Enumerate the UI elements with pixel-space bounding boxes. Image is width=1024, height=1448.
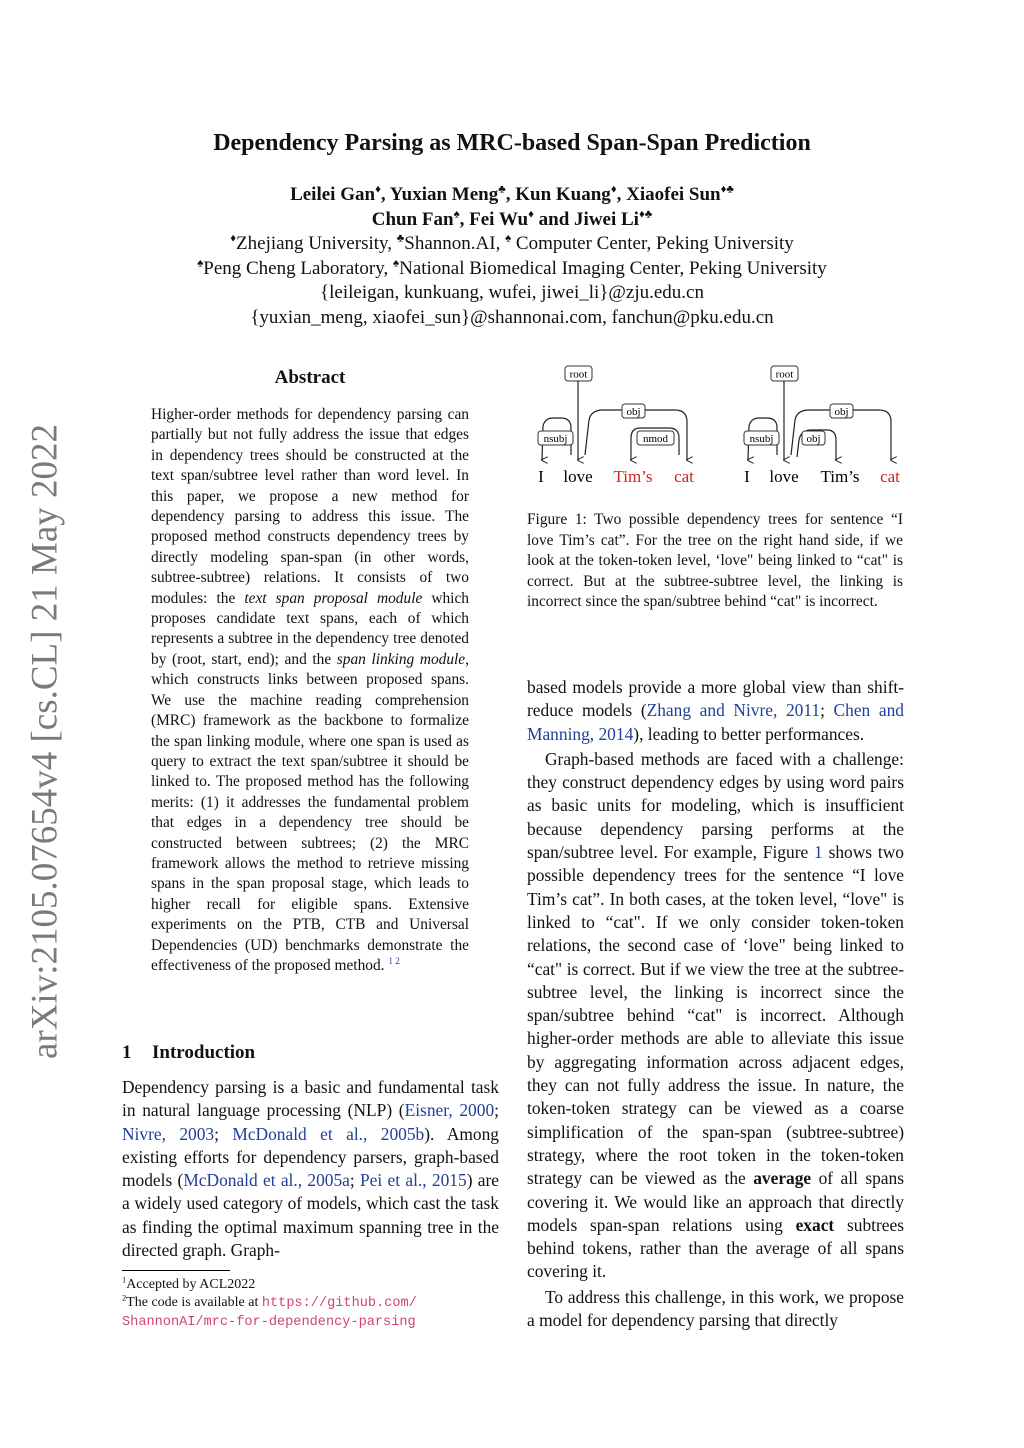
tree-token-highlight: cat	[880, 467, 900, 486]
author-list	[0, 182, 1024, 232]
affil-mark: ♦	[230, 232, 237, 245]
author-mark: ♠	[453, 208, 460, 221]
section-heading	[122, 1042, 255, 1064]
tree-token: I	[744, 467, 750, 486]
figure-caption: Figure 1: Two possible dependency trees for sentence “I love Tim’s cat”. For the tree on the right hand side, if we look at the token-token level, ‘love" being linked to “cat" is correct. But at the subtree-subtree level, the linking is incorrect since the span/subtree behind “cat" is incorrect.	[527, 511, 903, 611]
tree-label: nsubj	[543, 433, 568, 445]
email-line-2: {yuxian_meng, xiaofei_sun}@shannonai.com, fanchun@pku.edu.cn	[250, 306, 774, 328]
tree-label: obj	[834, 406, 849, 418]
body-text: Dependency parsing is a basic and fundamental task in natural language processing (NLP) (	[122, 1077, 499, 1121]
footnote-ref[interactable]: 1 2	[388, 955, 400, 966]
author-name: Kun Kuang	[515, 184, 611, 205]
code-url-link[interactable]: ShannonAI/mrc-for-dependency-parsing	[122, 1315, 416, 1330]
author-name: Yuxian Meng	[389, 184, 499, 205]
abstract-heading: Abstract	[274, 367, 346, 388]
author-conjunction: and	[538, 209, 570, 230]
tree-label: nmod	[642, 433, 669, 445]
footnote-number: 2	[122, 1293, 127, 1303]
affiliations	[0, 232, 1024, 330]
abstract-body	[151, 405, 469, 976]
affil-mark: ♠	[197, 257, 204, 270]
body-text: ). Among existing efforts for dependency parsers, graph-based models (	[122, 1123, 499, 1191]
left-tree	[538, 366, 694, 486]
author-name: Jiwei Li	[574, 209, 639, 230]
arxiv-watermark: arXiv:2105.07654v4 [cs.CL] 21 May 2022	[24, 423, 66, 1060]
abstract-text: Higher-order methods for dependency parsing can partially but not fully address the issue that edges in dependency trees should be constructed at the text span/subtree level rather than word level. In this paper, we propose a new method for dependency parsing to address this issue. The proposed method constructs dependency trees by directly modeling span-span (in other words, subtree-subtree) relations. It consists of two modules: the	[151, 406, 469, 607]
affiliation-line-2	[0, 257, 1024, 282]
body-text: subtrees behind tokens, rather than the average of all spans covering it.	[527, 1214, 904, 1282]
tree-label: root	[569, 368, 588, 381]
paragraph: To address this challenge, in this work, we propose a model for dependency parsing that directly	[527, 1286, 904, 1331]
tree-token: Tim’s	[820, 467, 860, 486]
citation-link[interactable]: Chen and Manning, 2014	[527, 700, 904, 744]
tree-token: love	[563, 467, 593, 486]
author-name: Xiaofei Sun	[626, 184, 721, 205]
body-text: Graph-based methods are faced with a challenge: they construct dependency edges by using word pairs as basic units for modeling, which is insufficient because dependency parsing performs at the span/subtree level. For example, Figure	[527, 748, 904, 863]
bold-term: exact	[795, 1214, 835, 1235]
bold-term: average	[753, 1168, 812, 1189]
tree-label: obj	[626, 406, 641, 418]
affil-mark: ♣	[396, 232, 405, 245]
figure-ref-link[interactable]: 1	[814, 842, 823, 863]
right-column-body	[527, 676, 904, 1332]
author-mark: ♦♣	[638, 208, 653, 221]
section-number: 1	[122, 1042, 132, 1063]
citation-link[interactable]: Nivre, 2003	[122, 1123, 215, 1144]
abstract-text: which proposes candidate text spans, each of which represents a subtree in the dependency tree denoted by (root, start, end); and the	[151, 589, 469, 668]
affil-text: Shannon.AI,	[404, 233, 506, 254]
author-mark: ♦	[610, 183, 617, 196]
affil-text: Peng Cheng Laboratory,	[203, 257, 394, 279]
citation-link[interactable]: Zhang and Nivre, 2011	[646, 700, 821, 721]
affil-mark: ♠	[393, 257, 400, 270]
footnote-number: 1	[122, 1275, 127, 1285]
footnote-1	[122, 1276, 499, 1294]
affil-text: Computer Center, Peking University	[511, 233, 794, 254]
intro-paragraph	[122, 1076, 499, 1262]
body-text: ), leading to better performances.	[633, 723, 865, 744]
tree-label: root	[775, 368, 794, 381]
abstract-emphasis: span linking module	[336, 650, 466, 668]
footnote-divider	[122, 1270, 230, 1271]
affiliation-line-1	[0, 232, 1024, 257]
body-text: ) are a widely used category of models, which cast the task as finding the optimal maximum spanning tree in the directed graph. Graph-	[122, 1170, 500, 1261]
tree-token-highlight: Tim’s	[613, 467, 653, 486]
author-mark: ♣	[498, 183, 506, 196]
figure-dependency-trees	[527, 360, 907, 490]
affil-mark: ♠	[505, 232, 512, 245]
affil-text: Zhejiang University,	[236, 233, 397, 254]
citation-link[interactable]: McDonald et al., 2005a	[183, 1170, 350, 1191]
right-tree	[744, 366, 900, 486]
footnote-text: The code is available at	[126, 1295, 262, 1310]
footnote-text: Accepted by ACL2022	[126, 1277, 256, 1292]
citation-link[interactable]: McDonald et al., 2005b	[232, 1123, 425, 1144]
citation-link[interactable]: Pei et al., 2015	[360, 1170, 467, 1191]
code-url-link[interactable]: https://github.com/	[261, 1296, 417, 1311]
author-mark: ♦	[528, 208, 534, 221]
footnote-2	[122, 1294, 499, 1332]
email-line-1: {leileigan, kunkuang, wufei, jiwei_li}@zju.edu.cn	[320, 282, 704, 303]
body-text: based models provide a more global view than shift-reduce models (	[527, 677, 904, 721]
tree-token: I	[538, 467, 544, 486]
author-line-1: Leilei Gan♦, Yuxian Meng♣, Kun Kuang♦, Xiaofei Sun♦♣	[290, 183, 734, 205]
paragraph	[527, 748, 904, 1284]
author-line-2: Chun Fan♠, Fei Wu♦ and Jiwei Li♦♣	[371, 208, 653, 230]
abstract-text: , which constructs links between proposed spans. We use the machine reading comprehension (MRC) framework as the backbone to formalize the span linking module, where one span is used as query to extract the text span/subtree it should be linked to. The proposed method has the following merits: (1) it addresses the fundamental problem that edges in a dependency tree should be constructed between subtrees; (2) the MRC framework allows the method to retrieve missing spans in the span proposal stage, which leads to higher recall for eligible spans. Extensive experiments on the PTB, CTB and Universal Dependencies (UD) benchmarks demonstrate the effectiveness of the proposed method.	[151, 650, 469, 974]
section-title: Introduction	[152, 1042, 256, 1063]
body-text: ;	[349, 1170, 361, 1191]
author-name: Fei Wu	[469, 209, 529, 230]
abstract-emphasis: text span proposal module	[244, 589, 423, 607]
tree-token: love	[769, 467, 799, 486]
affil-text: National Biomedical Imaging Center, Peking University	[399, 257, 827, 279]
paper-title: Dependency Parsing as MRC-based Span-Span Prediction	[213, 130, 811, 156]
author-mark: ♦	[375, 183, 381, 196]
paragraph	[527, 676, 904, 746]
tree-label: obj	[806, 433, 821, 445]
body-text: of all spans covering it. We would like an approach that directly models span-span relations using	[527, 1168, 904, 1235]
tree-label: nsubj	[749, 433, 774, 445]
body-text: shows two possible dependency trees for the sentence “I love Tim’s cat”. In both cases, at the token level, “love" is linked to “cat". If we only consider token-token relations, the second case of ‘love" being linked to “cat" is correct. But if we view the tree at the subtree-subtree level, the linking is incorrect since the span/subtree behind “cat" is incorrect. Although higher-order methods are able to alleviate this issue by aggregating information across adjacent edges, they can not fully address the issue. In nature, the token-token strategy can be viewed as a coarse simplification of the span-span (subtree-subtree) strategy, where the root token in the token-token strategy can be viewed as the	[527, 842, 904, 1189]
author-name: Chun Fan	[371, 209, 454, 230]
body-text: ;	[214, 1123, 233, 1144]
footnotes	[122, 1276, 499, 1332]
citation-link[interactable]: Eisner, 2000	[404, 1100, 495, 1121]
body-text: ;	[820, 700, 834, 721]
author-mark: ♦♣	[720, 183, 734, 196]
body-text: ;	[494, 1100, 499, 1121]
tree-token-highlight: cat	[674, 467, 694, 486]
author-name: Leilei Gan	[290, 184, 376, 205]
